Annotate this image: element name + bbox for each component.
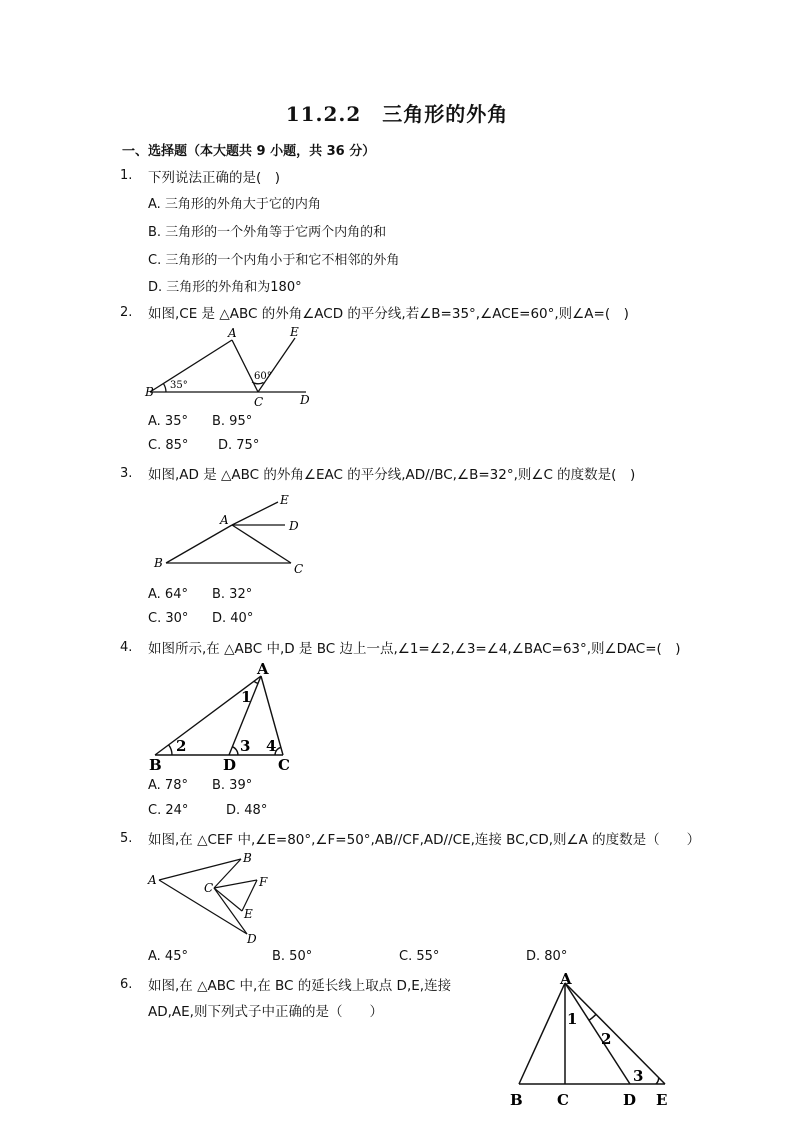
q3-label-c: C <box>294 562 304 576</box>
q6-angle-1: 1 <box>567 1010 578 1028</box>
question-1-option-c: C. 三角形的一个内角小于和它不相邻的外角 <box>148 253 400 268</box>
q4-label-b: B <box>149 756 162 774</box>
question-2-option-d: D. 75° <box>218 438 260 453</box>
section-heading: 一、选择题（本大题共 9 小题，共 36 分） <box>122 144 376 159</box>
q2-angle-ace: 60° <box>254 371 272 382</box>
q4-angle-4: 4 <box>266 737 277 755</box>
question-6-number: 6. <box>120 977 133 992</box>
q5-label-e: E <box>244 907 253 921</box>
question-3-option-d: D. 40° <box>212 611 254 626</box>
question-1-number: 1. <box>120 168 133 183</box>
q6-label-c: C <box>557 1091 569 1109</box>
question-2-option-c: C. 85° <box>148 438 189 453</box>
q2-label-d: D <box>300 393 310 407</box>
question-2-text: 如图,CE 是 △ABC 的外角∠ACD 的平分线,若∠B=35°,∠ACE=60°,则∠A=( ) <box>148 306 629 322</box>
question-1-option-b: B. 三角形的一个外角等于它两个内角的和 <box>148 225 387 240</box>
question-1-text: 下列说法正确的是( ) <box>148 170 281 186</box>
question-3-text: 如图,AD 是 △ABC 的外角∠EAC 的平分线,AD//BC,∠B=32°,则∠C 的度数是( ) <box>148 467 636 483</box>
q4-angle-2: 2 <box>176 737 187 755</box>
q5-label-f: F <box>259 875 268 889</box>
question-1-option-d: D. 三角形的外角和为180° <box>148 280 302 295</box>
q5-label-d: D <box>247 932 257 946</box>
q6-label-b: B <box>510 1091 523 1109</box>
q6-label-a: A <box>560 970 572 988</box>
question-3-figure <box>150 490 320 580</box>
question-6-text-line2: AD,AE,则下列式子中正确的是（ ） <box>148 1004 383 1020</box>
question-4-option-c: C. 24° <box>148 803 189 818</box>
question-5-option-a: A. 45° <box>148 949 188 964</box>
q3-label-e: E <box>280 493 289 507</box>
q3-label-a: A <box>220 513 229 527</box>
question-3-option-a: A. 64° <box>148 587 188 602</box>
q2-label-c: C <box>254 395 264 409</box>
question-5-option-b: B. 50° <box>272 949 313 964</box>
q4-angle-3: 3 <box>240 737 251 755</box>
question-1-option-a: A. 三角形的外角大于它的内角 <box>148 197 321 212</box>
page-title: 11.2.2 三角形的外角 <box>285 102 509 126</box>
q4-angle-1: 1 <box>241 688 252 706</box>
question-5-text: 如图,在 △CEF 中,∠E=80°,∠F=50°,AB//CF,AD//CE,连接 BC,CD,则∠A 的度数是（ ） <box>148 832 701 848</box>
q6-label-e: E <box>656 1091 668 1109</box>
q3-label-b: B <box>154 556 163 570</box>
question-3-option-c: C. 30° <box>148 611 189 626</box>
q5-label-a: A <box>148 873 157 887</box>
q6-label-d: D <box>623 1091 637 1109</box>
q6-angle-2: 2 <box>601 1030 612 1048</box>
question-5-figure <box>145 850 280 945</box>
q4-label-a: A <box>257 660 269 678</box>
q2-label-e: E <box>290 325 299 339</box>
q2-angle-b: 35° <box>170 380 188 391</box>
question-2-option-b: B. 95° <box>212 414 253 429</box>
question-2-figure <box>140 320 320 408</box>
question-5-option-d: D. 80° <box>526 949 568 964</box>
question-4-option-a: A. 78° <box>148 778 188 793</box>
question-3-option-b: B. 32° <box>212 587 253 602</box>
question-6-text-line1: 如图,在 △ABC 中,在 BC 的延长线上取点 D,E,连接 <box>148 978 452 994</box>
q5-label-c: C <box>204 881 214 895</box>
q4-label-d: D <box>223 756 237 774</box>
q6-angle-3: 3 <box>633 1067 644 1085</box>
question-3-number: 3. <box>120 466 133 481</box>
question-4-option-b: B. 39° <box>212 778 253 793</box>
question-4-option-d: D. 48° <box>226 803 268 818</box>
q5-label-b: B <box>243 851 252 865</box>
question-4-figure <box>145 660 305 772</box>
q3-label-d: D <box>289 519 299 533</box>
question-5-number: 5. <box>120 831 133 846</box>
question-6-figure <box>505 968 685 1110</box>
question-2-option-a: A. 35° <box>148 414 188 429</box>
question-4-text: 如图所示,在 △ABC 中,D 是 BC 边上一点,∠1=∠2,∠3=∠4,∠BAC=63°,则∠DAC=( ) <box>148 641 681 657</box>
question-4-number: 4. <box>120 640 133 655</box>
q2-label-b: B <box>145 385 154 399</box>
question-2-number: 2. <box>120 305 133 320</box>
q2-label-a: A <box>228 326 237 340</box>
question-5-option-c: C. 55° <box>399 949 440 964</box>
q4-label-c: C <box>278 756 290 774</box>
